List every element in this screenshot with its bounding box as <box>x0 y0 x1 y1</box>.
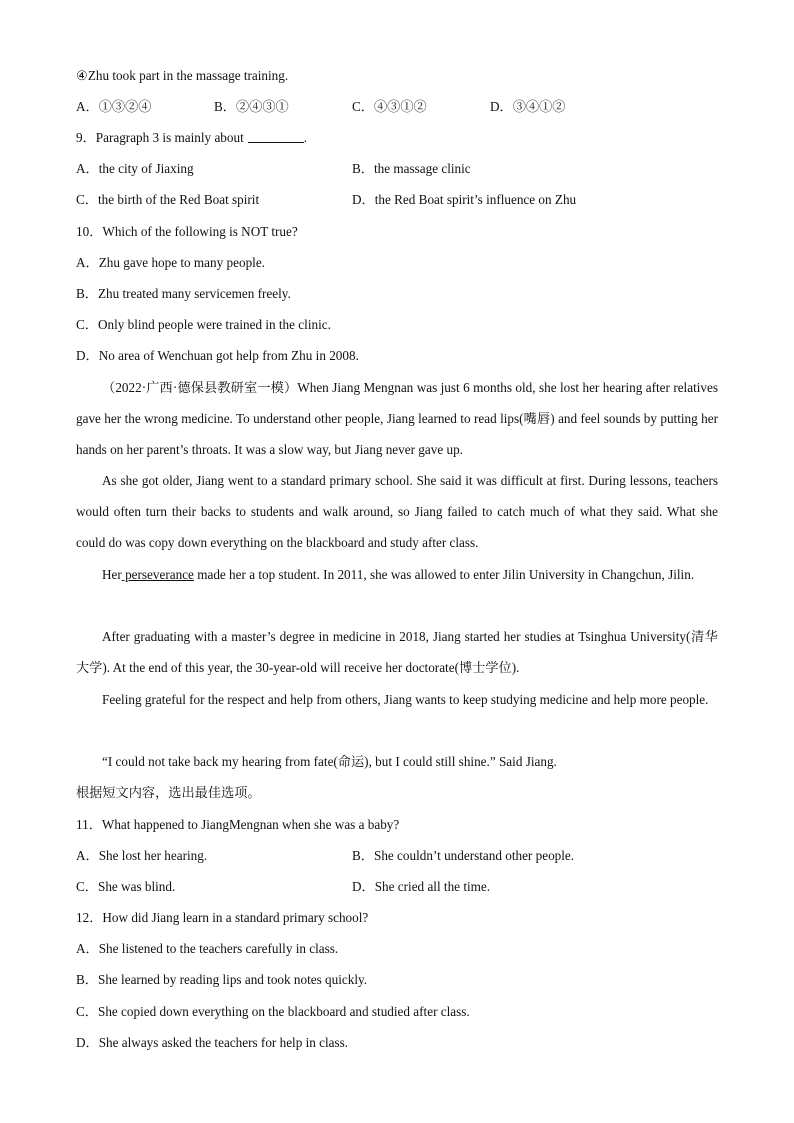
question-11-stem: 11．What happened to JiangMengnan when she was a baby? <box>76 817 400 832</box>
prev-question-item-4: ④Zhu took part in the massage training. <box>76 68 289 83</box>
option-a[interactable]: A．Zhu gave hope to many people. <box>76 255 265 270</box>
question-9-end: . <box>303 130 308 145</box>
question-10-stem: 10．Which of the following is NOT true? <box>76 224 298 239</box>
passage-paragraph-4: After graduating with a master’s degree in medicine in 2018, Jiang started her studies at Tsinghua University(清华大学). At the end of this year, the 30-year-old will receive her doctorate(博士学位). <box>76 629 718 676</box>
option-d[interactable]: D．She cried all the time. <box>352 879 491 894</box>
option-b[interactable]: B．She couldn’t understand other people. <box>352 848 575 863</box>
paragraph-3-start: Her <box>102 567 122 582</box>
paragraph-3-rest: made her a top student. In 2011, she was allowed to enter Jilin University in Changchun, Jilin. <box>193 567 695 582</box>
option-b[interactable]: B．Zhu treated many servicemen freely. <box>76 286 291 301</box>
option-b[interactable]: B．②④③① <box>214 99 289 114</box>
instruction: 根据短文内容，选出最佳选项。 <box>76 785 261 800</box>
option-b[interactable]: B．She learned by reading lips and took notes quickly. <box>76 972 368 987</box>
question-12-stem: 12．How did Jiang learn in a standard primary school? <box>76 910 369 925</box>
passage-paragraph-3 <box>76 559 718 590</box>
option-a[interactable]: A．She listened to the teachers carefully in class. <box>76 941 339 956</box>
question-9-stem <box>76 129 307 147</box>
question-11-options-row-2 <box>76 878 718 896</box>
option-d[interactable]: D．the Red Boat spirit’s influence on Zhu <box>352 192 577 207</box>
question-9-options-row-2 <box>76 191 718 209</box>
option-c[interactable]: C．She was blind. <box>76 879 176 894</box>
prev-question-options <box>76 98 718 116</box>
passage-paragraph-2: As she got older, Jiang went to a standard primary school. She said it was difficult at first. During lessons, teachers would often turn their backs to students and walk around, so Jiang failed to catch much of what they said. What she could do was copy down everything on the blackboard and study after class. <box>76 473 718 551</box>
option-d[interactable]: D．③④①② <box>490 99 566 114</box>
option-d[interactable]: D．No area of Wenchuan got help from Zhu in 2008. <box>76 348 359 363</box>
option-c[interactable]: C．④③①② <box>352 99 427 114</box>
answer-blank <box>248 142 304 143</box>
paragraph-1-text: When Jiang Mengnan was just 6 months old, she lost her hearing after relatives gave her the wrong medicine. To understand other people, Jiang learned to read lips(嘴唇) and feel sounds by putting her hands on her parent’s throats. It was a slow way, but Jiang never gave up. <box>76 380 718 458</box>
question-9-text: 9．Paragraph 3 is mainly about <box>76 130 244 145</box>
underlined-word: perseverance <box>121 567 194 582</box>
option-b[interactable]: B．the massage clinic <box>352 161 471 176</box>
option-a[interactable]: A．the city of Jiaxing <box>76 161 194 176</box>
passage-paragraph-6: “I could not take back my hearing from fate(命运), but I could still shine.” Said Jiang. <box>102 754 557 769</box>
passage-paragraph-5: Feeling grateful for the respect and help from others, Jiang wants to keep studying medicine and help more people. <box>102 692 709 707</box>
question-9-options-row-1 <box>76 160 718 178</box>
question-11-options-row-1 <box>76 847 718 865</box>
option-a[interactable]: A．①③②④ <box>76 99 152 114</box>
option-c[interactable]: C．the birth of the Red Boat spirit <box>76 192 260 207</box>
option-a[interactable]: A．She lost her hearing. <box>76 848 208 863</box>
passage-paragraph-1 <box>76 372 718 466</box>
passage-source: （2022·广西·德保县教研室一模） <box>102 380 298 395</box>
option-c[interactable]: C．Only blind people were trained in the clinic. <box>76 317 331 332</box>
option-d[interactable]: D．She always asked the teachers for help in class. <box>76 1035 349 1050</box>
option-c[interactable]: C．She copied down everything on the blackboard and studied after class. <box>76 1004 470 1019</box>
